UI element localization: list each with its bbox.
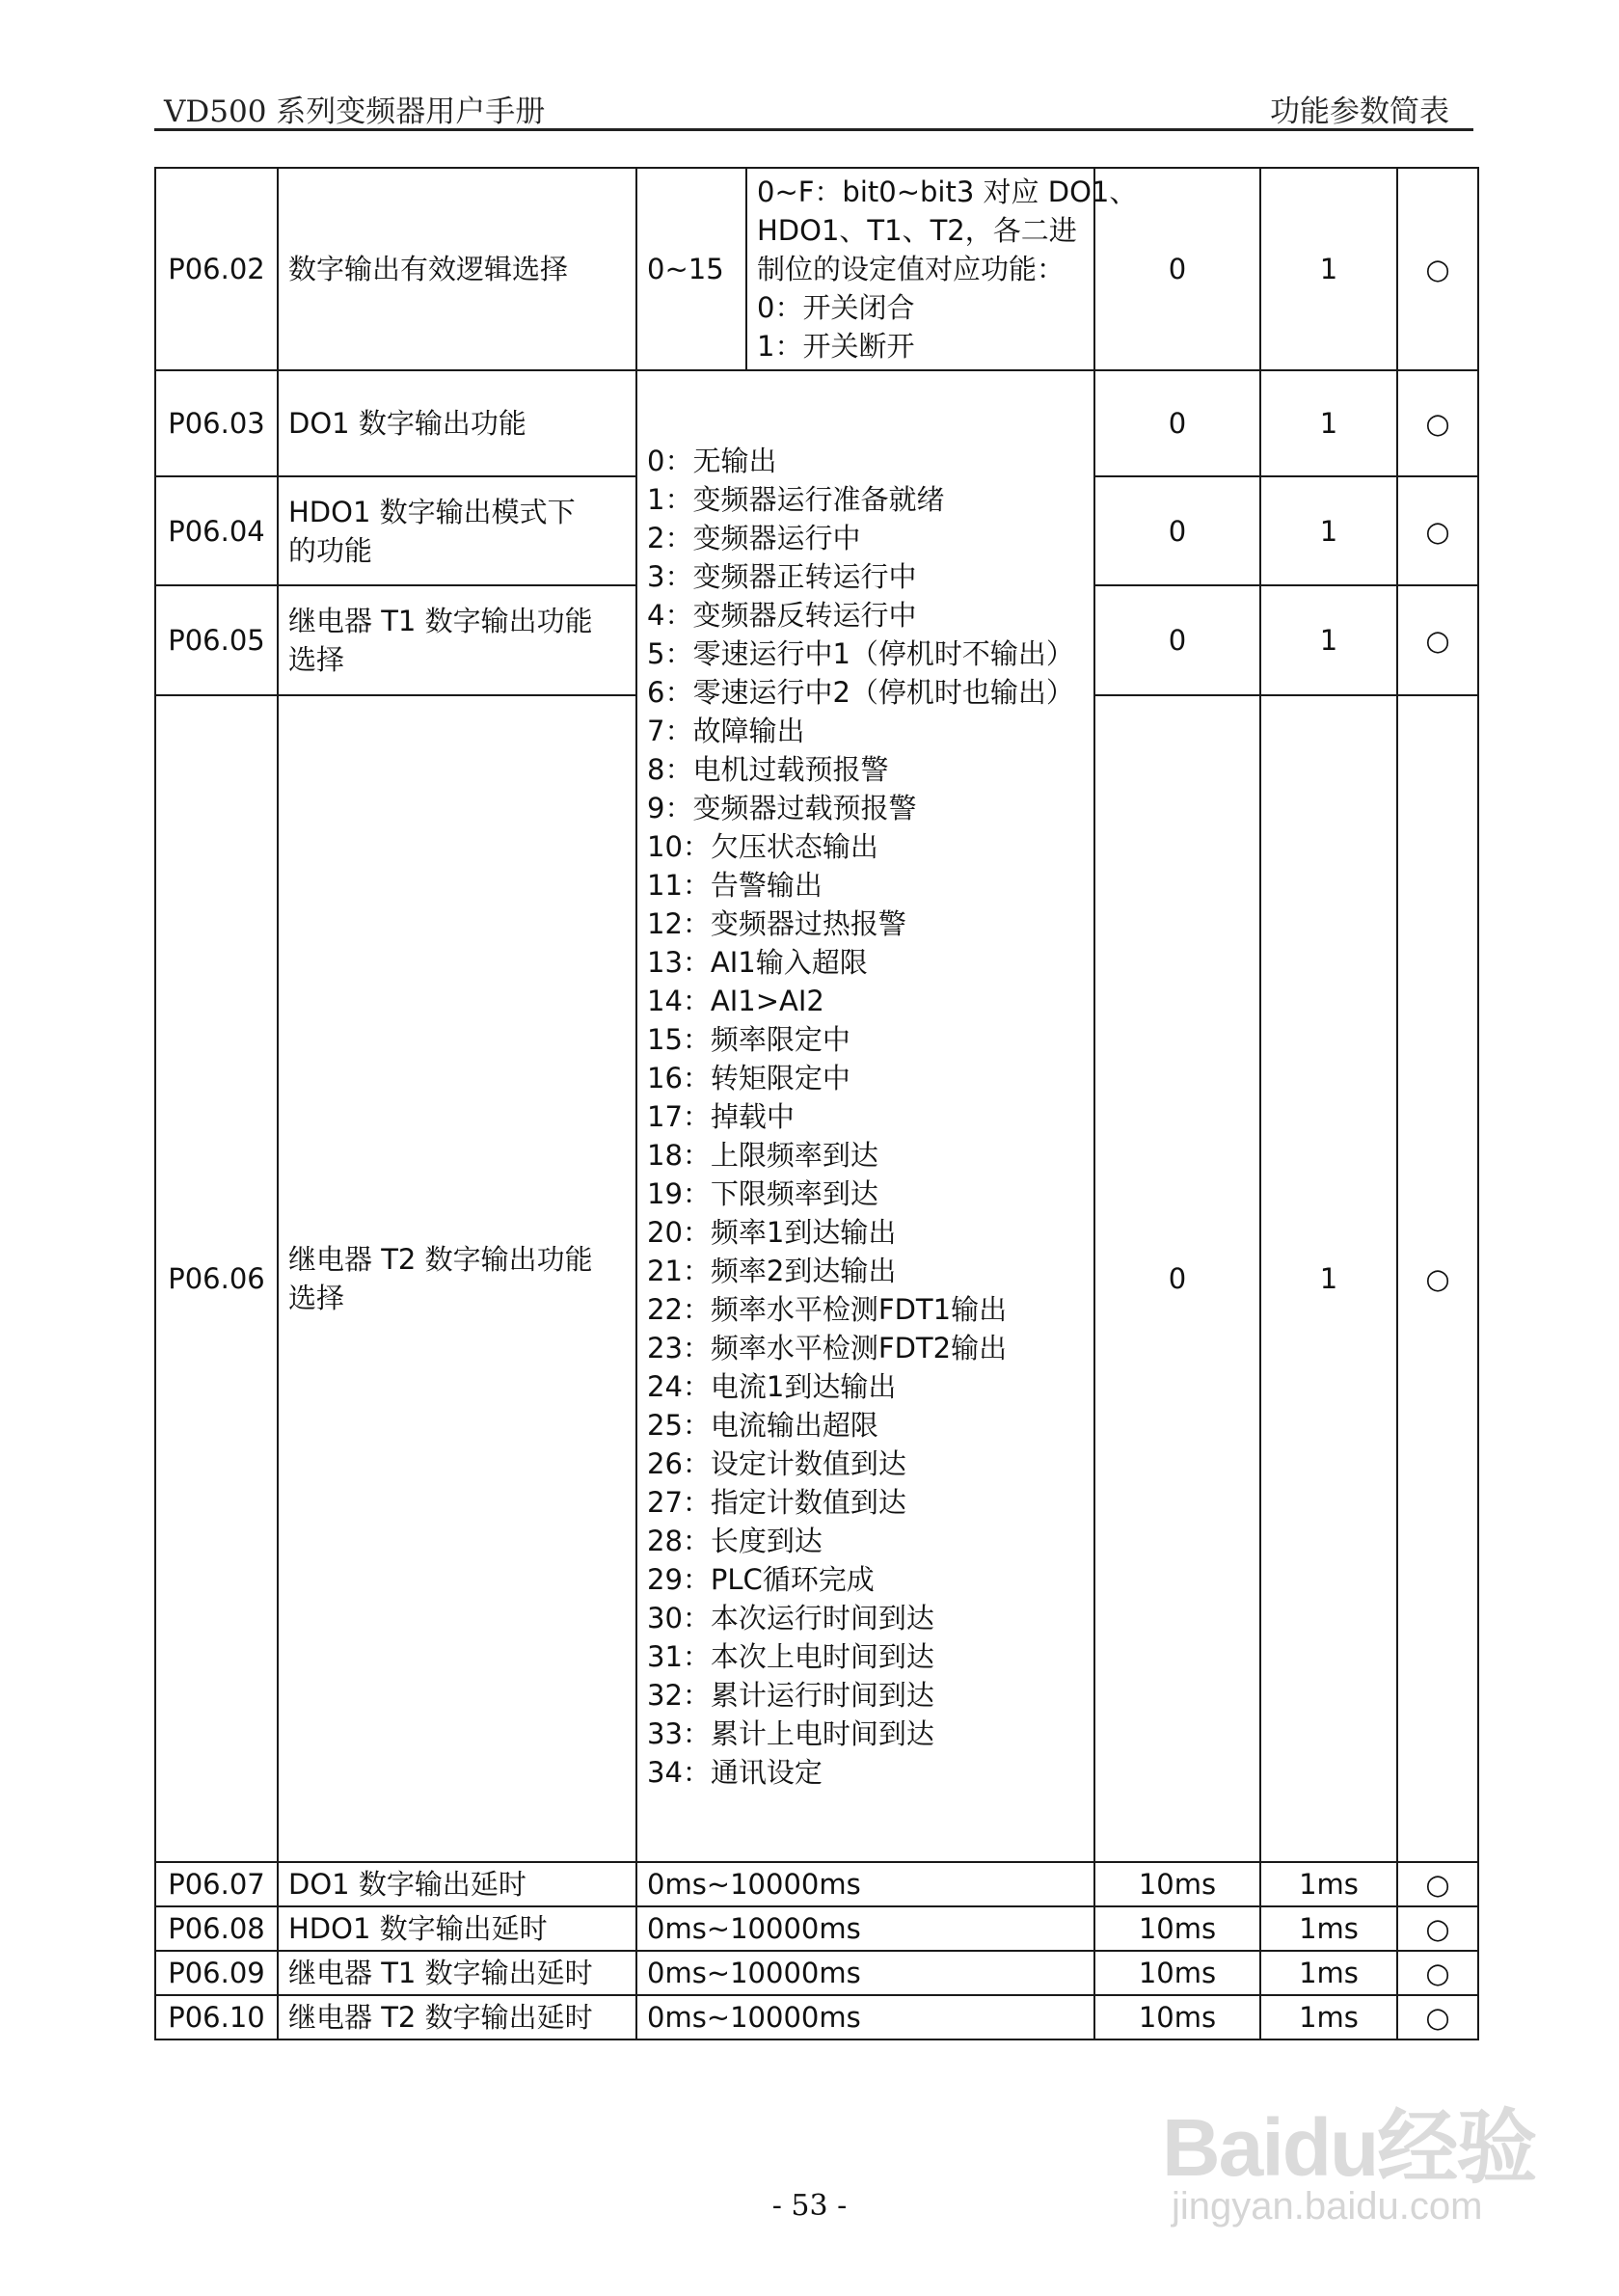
table-row [155,1995,1478,2039]
param-name [278,585,636,695]
option-item: 15：频率限定中 [647,1022,850,1056]
baidu-watermark [1143,2064,1548,2256]
change-mark: ○ [1397,1951,1478,1995]
param-name [278,695,636,1862]
param-code: P06.05 [155,585,278,695]
change-mark: ○ [1397,370,1478,476]
table-row [155,1906,1478,1951]
change-mark: ○ [1397,168,1478,370]
param-unit: 1ms [1260,1862,1397,1906]
change-mark: ○ [1397,1995,1478,2039]
name-line: HDO1 数字输出模式下 [288,495,576,528]
option-item: 13：AI1输入超限 [647,945,868,979]
option-item: 6：零速运行中2（停机时也输出） [647,675,1074,709]
description-line: 0~F：bit0~bit3 对应 DO1、 [757,176,1138,208]
param-name: DO1 数字输出延时 [278,1862,636,1906]
option-item: 30：本次运行时间到达 [647,1601,934,1634]
param-name: 数字输出有效逻辑选择 [278,168,636,370]
description-line: 0：开关闭合 [757,291,915,324]
name-line: 继电器 T2 数字输出功能 [288,1243,593,1276]
option-item: 32：累计运行时间到达 [647,1678,934,1712]
table-row [155,1951,1478,1995]
param-code: P06.04 [155,476,278,585]
page-number: - 53 - [771,2189,848,2223]
option-item: 24：电流1到达输出 [647,1369,897,1403]
option-item: 20：频率1到达输出 [647,1215,897,1249]
header-rule [154,128,1473,131]
param-name [278,476,636,585]
option-item: 14：AI1>AI2 [647,984,824,1017]
param-range: 0ms~10000ms [636,1862,1094,1906]
option-item: 33：累计上电时间到达 [647,1716,934,1750]
option-item: 0：无输出 [647,444,777,477]
param-range: 0ms~10000ms [636,1906,1094,1951]
option-item: 9：变频器过载预报警 [647,791,917,824]
option-item: 34：通讯设定 [647,1755,823,1789]
param-unit: 1 [1260,168,1397,370]
option-item: 16：转矩限定中 [647,1061,850,1094]
param-default: 0 [1094,168,1260,370]
name-line: 选择 [288,643,345,676]
param-default: 0 [1094,370,1260,476]
option-item: 12：变频器过热报警 [647,906,906,940]
param-name: 继电器 T1 数字输出延时 [278,1951,636,1995]
option-item: 17：掉载中 [647,1099,795,1133]
name-line: 选择 [288,1282,345,1314]
option-item: 8：电机过载预报警 [647,752,889,786]
param-code: P06.10 [155,1995,278,2039]
option-item: 29：PLC循环完成 [647,1562,875,1596]
param-unit: 1 [1260,585,1397,695]
param-unit: 1ms [1260,1906,1397,1951]
table-row [155,370,1478,476]
param-unit: 1ms [1260,1951,1397,1995]
change-mark: ○ [1397,1906,1478,1951]
name-line: 继电器 T1 数字输出功能 [288,605,593,637]
change-mark: ○ [1397,585,1478,695]
option-item: 31：本次上电时间到达 [647,1639,934,1673]
param-range: 0~15 [636,168,746,370]
param-code: P06.06 [155,695,278,1862]
option-item: 25：电流输出超限 [647,1408,878,1442]
table-row [155,168,1478,370]
param-name: 继电器 T2 数字输出延时 [278,1995,636,2039]
param-code: P06.09 [155,1951,278,1995]
param-default: 10ms [1094,1906,1260,1951]
param-name: HDO1 数字输出延时 [278,1906,636,1951]
param-name: DO1 数字输出功能 [278,370,636,476]
change-mark: ○ [1397,1862,1478,1906]
manual-title: VD500 系列变频器用户手册 [164,95,546,129]
param-unit: 1 [1260,695,1397,1862]
option-item: 3：变频器正转运行中 [647,559,917,593]
option-item: 19：下限频率到达 [647,1176,878,1210]
param-unit: 1 [1260,476,1397,585]
option-item: 21：频率2到达输出 [647,1254,897,1287]
option-item: 28：长度到达 [647,1524,823,1557]
option-item: 7：故障输出 [647,714,805,747]
watermark-logo: Baidu经验 [1162,2102,1536,2193]
option-item: 22：频率水平检测FDT1输出 [647,1292,1008,1326]
param-unit: 1 [1260,370,1397,476]
section-title: 功能参数简表 [1270,95,1449,129]
param-range: 0ms~10000ms [636,1951,1094,1995]
option-item: 10：欠压状态输出 [647,829,878,863]
param-unit: 1ms [1260,1995,1397,2039]
param-default: 0 [1094,476,1260,585]
description-line: HDO1、T1、T2，各二进 [757,214,1077,247]
name-line: 的功能 [288,533,373,567]
description-line: 1：开关断开 [757,330,915,363]
option-item: 4：变频器反转运行中 [647,598,917,632]
param-code: P06.08 [155,1906,278,1951]
table-row [155,1862,1478,1906]
watermark-url: jingyan.baidu.com [1172,2185,1483,2228]
option-item: 11：告警输出 [647,868,823,902]
param-default: 0 [1094,695,1260,1862]
parameter-table [154,167,1479,2040]
change-mark: ○ [1397,476,1478,585]
option-item: 18：上限频率到达 [647,1138,878,1172]
option-item: 2：变频器运行中 [647,521,861,554]
param-range: 0ms~10000ms [636,1995,1094,2039]
option-item: 26：设定计数值到达 [647,1446,906,1480]
option-item: 27：指定计数值到达 [647,1485,906,1519]
param-code: P06.07 [155,1862,278,1906]
param-description [746,168,1138,370]
param-default: 0 [1094,585,1260,695]
description-line: 制位的设定值对应功能： [757,253,1066,285]
param-default: 10ms [1094,1862,1260,1906]
change-mark: ○ [1397,695,1478,1862]
param-code: P06.02 [155,168,278,370]
output-function-options [636,370,1094,1862]
option-item: 23：频率水平检测FDT2输出 [647,1331,1008,1364]
param-code: P06.03 [155,370,278,476]
option-item: 5：零速运行中1（停机时不输出） [647,636,1074,670]
param-default: 10ms [1094,1995,1260,2039]
param-default: 10ms [1094,1951,1260,1995]
option-item: 1：变频器运行准备就绪 [647,482,945,516]
